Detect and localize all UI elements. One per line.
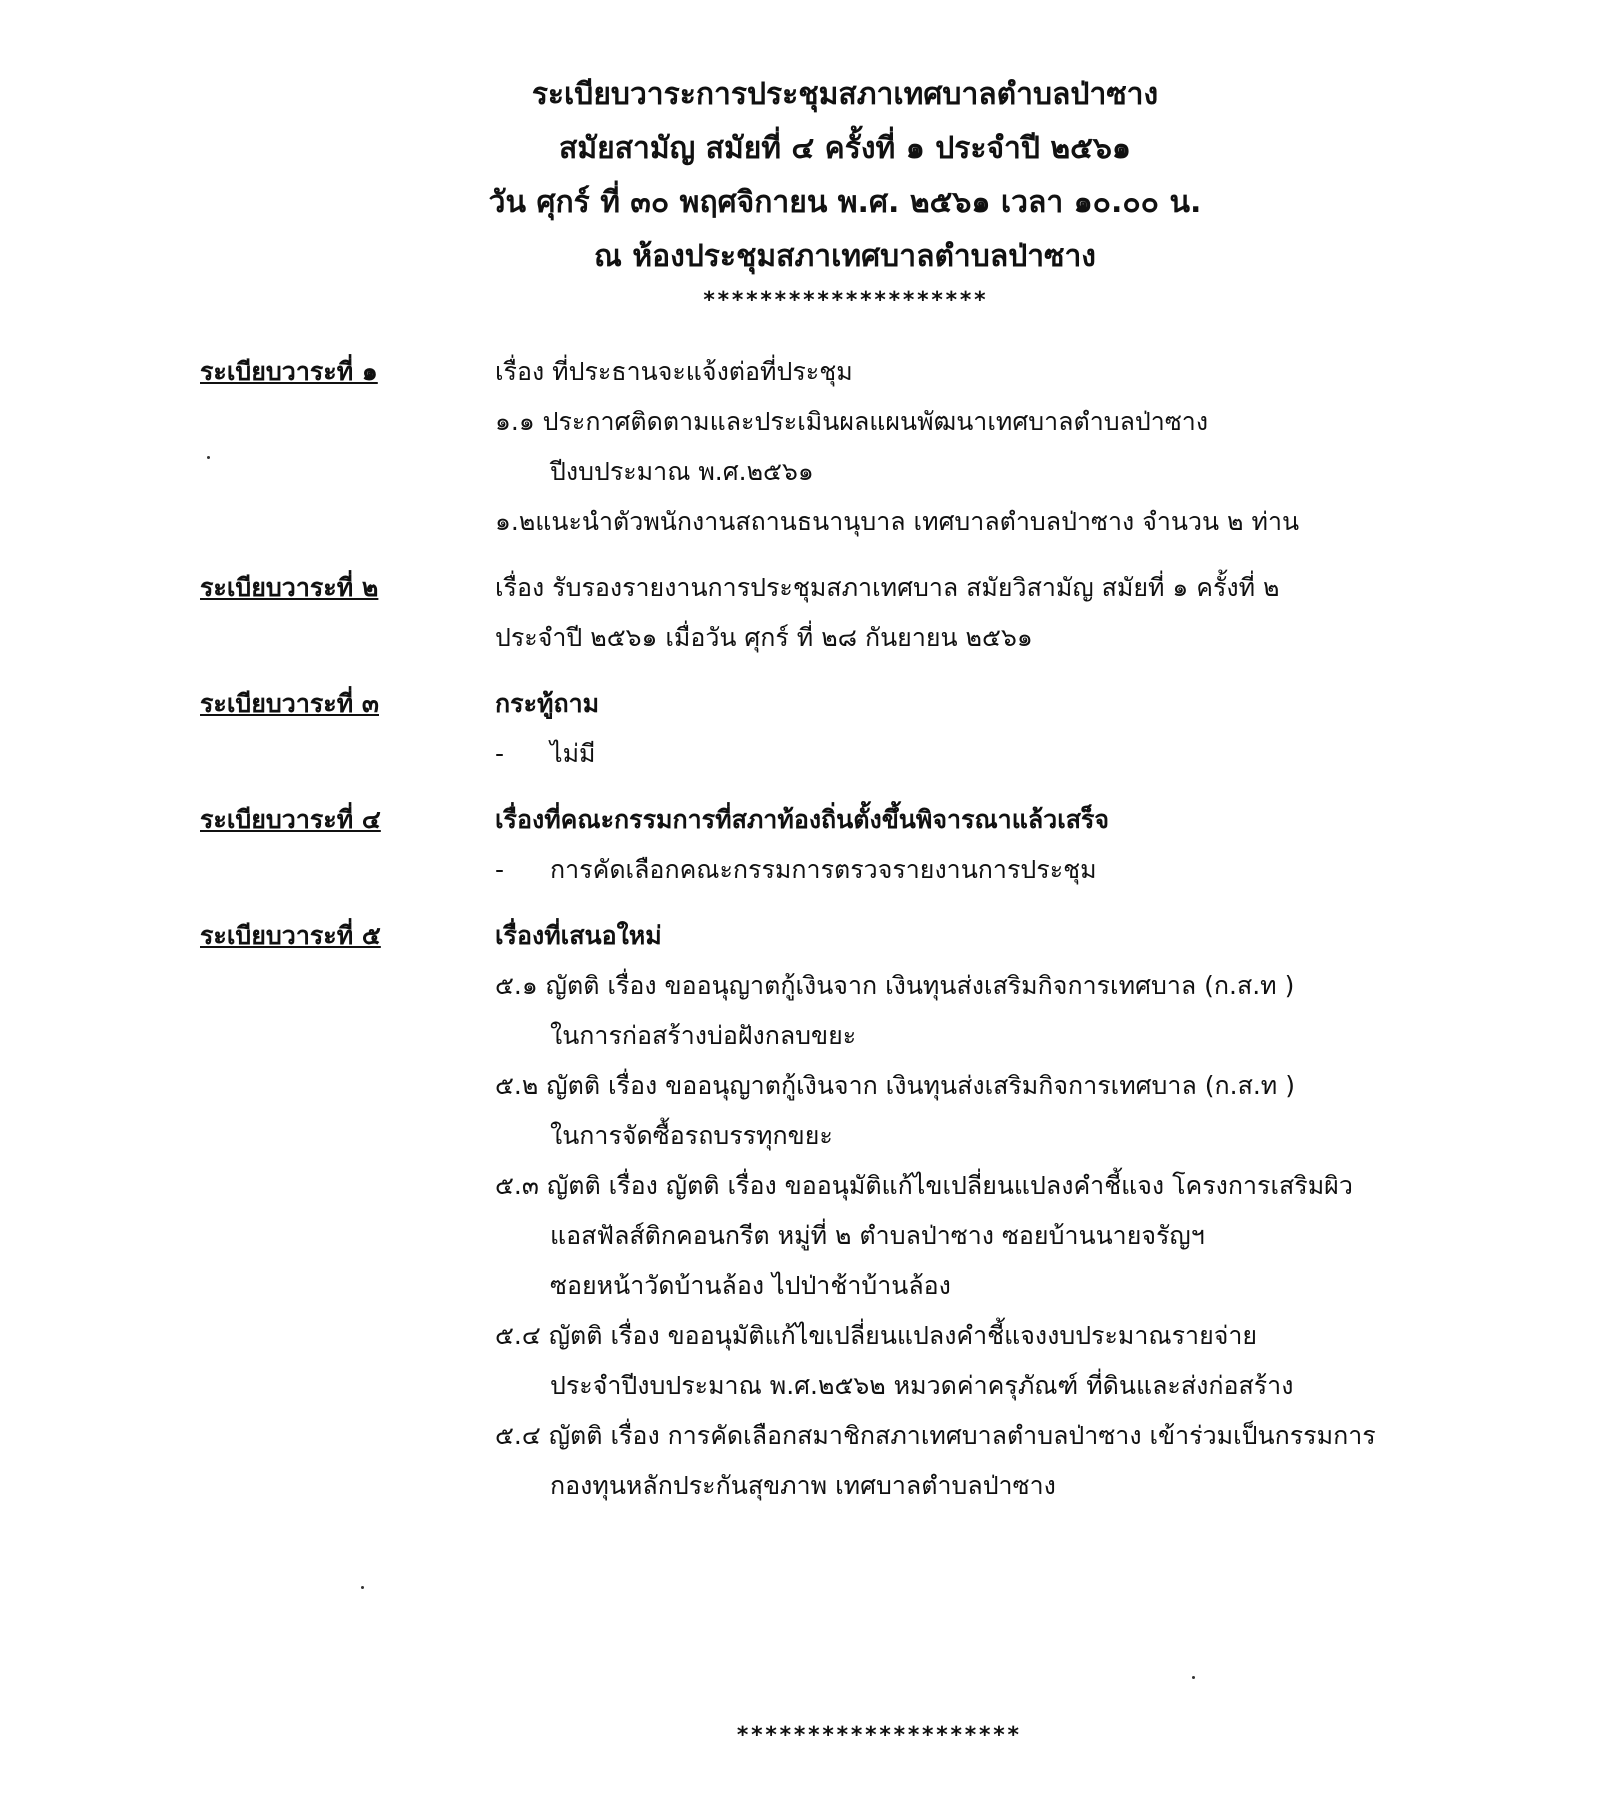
dash-bullet: - bbox=[495, 855, 505, 884]
agenda-subitem bbox=[495, 729, 1520, 779]
agenda-item-body bbox=[495, 679, 1520, 779]
agenda-item-label: ระเบียบวาระที่ ๕ bbox=[200, 921, 381, 950]
agenda-subitem: ๕.๒ ญัตติ เรื่อง ขออนุญาตกู้เงินจาก เงินทุนส่งเสริมกิจการเทศบาล (ก.ส.ท ) bbox=[495, 1071, 1295, 1100]
agenda-item-body bbox=[495, 347, 1520, 547]
agenda-subitem-continuation: แอสฟัลส์ติกคอนกรีต หมู่ที่ ๒ ตำบลป่าซาง ซอยบ้านนายจรัญฯ bbox=[550, 1221, 1205, 1250]
agenda-item-title: กระทู้ถาม bbox=[495, 689, 600, 718]
agenda-item-2 bbox=[200, 563, 1520, 663]
agenda-subitem-continuation: ซอยหน้าวัดบ้านล้อง ไปป่าช้าบ้านล้อง bbox=[550, 1271, 951, 1300]
agenda-list bbox=[200, 347, 1520, 1527]
agenda-heading: ระเบียบวาระการประชุมสภาเทศบาลตำบลป่าซาง bbox=[531, 77, 1159, 112]
agenda-item-label: ระเบียบวาระที่ ๔ bbox=[200, 805, 381, 834]
meeting-venue: ณ ห้องประชุมสภาเทศบาลตำบลป่าซาง bbox=[594, 239, 1096, 274]
session-info: สมัยสามัญ สมัยที่ ๔ ครั้งที่ ๑ ประจำปี ๒๕๖๑ bbox=[559, 131, 1131, 166]
header-separator: ******************** bbox=[702, 288, 988, 313]
agenda-subitem-continuation: ในการก่อสร้างบ่อฝังกลบขยะ bbox=[550, 1021, 857, 1050]
agenda-item-title: เรื่องที่คณะกรรมการที่สภาท้องถิ่นตั้งขึ้นพิจารณาแล้วเสร็จ bbox=[495, 805, 1110, 834]
agenda-item-5 bbox=[200, 911, 1520, 1511]
agenda-subitem bbox=[495, 845, 1520, 895]
agenda-item-label: ระเบียบวาระที่ ๓ bbox=[200, 689, 379, 718]
agenda-subitem: ๑.๒แนะนำตัวพนักงานสถานธนานุบาล เทศบาลตำบลป่าซาง จำนวน ๒ ท่าน bbox=[495, 507, 1300, 536]
agenda-item-title: เรื่องที่เสนอใหม่ bbox=[495, 921, 662, 950]
agenda-item-label: ระเบียบวาระที่ ๒ bbox=[200, 573, 379, 602]
agenda-subitem-continuation: ในการจัดซื้อรถบรรทุกขยะ bbox=[550, 1121, 833, 1150]
agenda-item-3 bbox=[200, 679, 1520, 779]
scan-speck bbox=[1192, 1676, 1195, 1679]
agenda-item-body bbox=[495, 795, 1520, 895]
agenda-subitem-text: ไม่มี bbox=[550, 739, 596, 768]
agenda-subitem-continuation: ประจำปีงบประมาณ พ.ศ.๒๕๖๒ หมวดค่าครุภัณฑ์ ที่ดินและส่งก่อสร้าง bbox=[550, 1371, 1294, 1400]
agenda-item-4 bbox=[200, 795, 1520, 895]
agenda-item-label: ระเบียบวาระที่ ๑ bbox=[200, 357, 378, 386]
agenda-subitem: ๕.๑ ญัตติ เรื่อง ขออนุญาตกู้เงินจาก เงินทุนส่งเสริมกิจการเทศบาล (ก.ส.ท ) bbox=[495, 971, 1295, 1000]
agenda-item-body bbox=[495, 911, 1520, 1511]
footer-separator: ******************** bbox=[736, 1723, 1021, 1748]
agenda-item-body bbox=[495, 563, 1520, 663]
agenda-subitem: ๑.๑ ประกาศติดตามและประเมินผลแผนพัฒนาเทศบาลตำบลป่าซาง bbox=[495, 407, 1209, 436]
agenda-item-title: เรื่อง ที่ประธานจะแจ้งต่อที่ประชุม bbox=[495, 357, 853, 386]
agenda-subitem: ๕.๓ ญัตติ เรื่อง ญัตติ เรื่อง ขออนุมัติแก้ไขเปลี่ยนแปลงคำชี้แจง โครงการเสริมผิว bbox=[495, 1171, 1353, 1200]
scan-speck bbox=[207, 456, 210, 459]
agenda-subitem-continuation: กองทุนหลักประกันสุขภาพ เทศบาลตำบลป่าซาง bbox=[550, 1471, 1056, 1500]
agenda-subitem-text: การคัดเลือกคณะกรรมการตรวจรายงานการประชุม bbox=[550, 855, 1097, 884]
scan-speck bbox=[361, 1586, 364, 1589]
document-header bbox=[0, 68, 1600, 316]
agenda-item-1 bbox=[200, 347, 1520, 547]
agenda-item-detail: ประจำปี ๒๕๖๑ เมื่อวัน ศุกร์ ที่ ๒๘ กันยายน ๒๕๖๑ bbox=[495, 623, 1033, 652]
agenda-item-title: เรื่อง รับรองรายงานการประชุมสภาเทศบาล สมัยวิสามัญ สมัยที่ ๑ ครั้งที่ ๒ bbox=[495, 573, 1280, 602]
agenda-subitem: ๕.๔ ญัตติ เรื่อง การคัดเลือกสมาชิกสภาเทศบาลตำบลป่าซาง เข้าร่วมเป็นกรรมการ bbox=[495, 1421, 1376, 1450]
agenda-subitem: ๕.๔ ญัตติ เรื่อง ขออนุมัติแก้ไขเปลี่ยนแปลงคำชี้แจงงบประมาณรายจ่าย bbox=[495, 1321, 1258, 1350]
dash-bullet: - bbox=[495, 739, 505, 768]
agenda-subitem-continuation: ปีงบประมาณ พ.ศ.๒๕๖๑ bbox=[550, 457, 814, 486]
meeting-date-time: วัน ศุกร์ ที่ ๓๐ พฤศจิกายน พ.ศ. ๒๕๖๑ เวลา ๑๐.๐๐ น. bbox=[488, 185, 1202, 220]
